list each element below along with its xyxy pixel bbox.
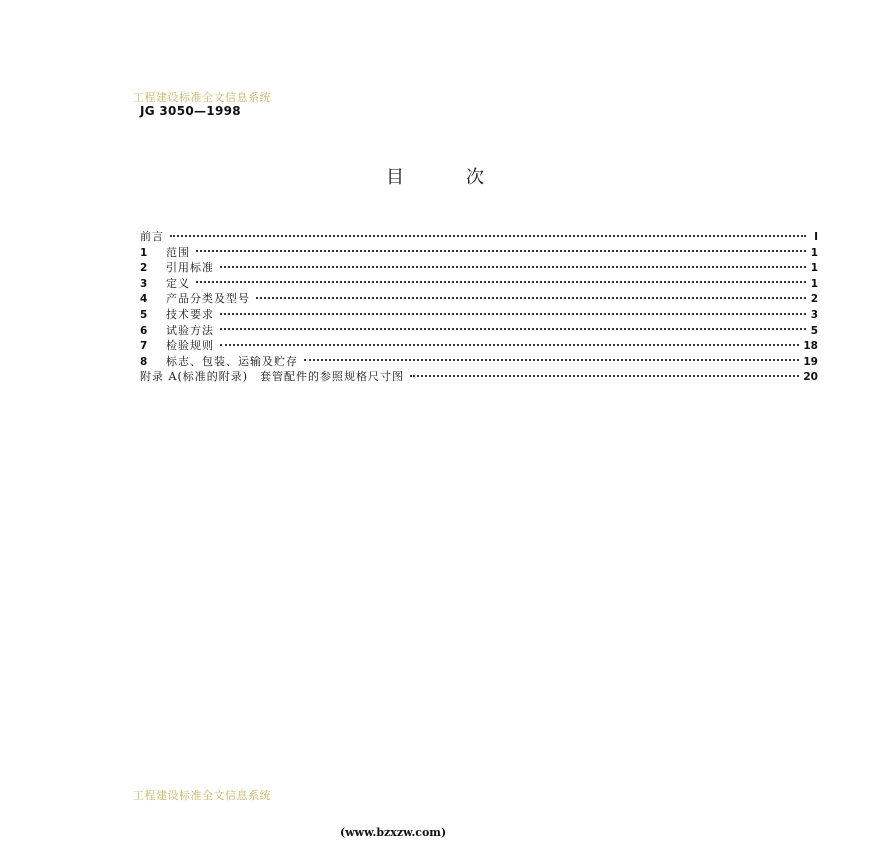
page-title-part2: 次 [466, 167, 484, 188]
watermark-top: 工程建设标准全文信息系统 [133, 91, 271, 104]
toc-page: 1 [810, 262, 818, 275]
toc-label: 范围 [166, 245, 190, 259]
toc-page: 1 [810, 277, 818, 290]
toc-number: 3 [140, 277, 148, 290]
toc-number: 1 [140, 246, 148, 259]
toc-number: 7 [140, 340, 148, 353]
toc-row[interactable] [140, 369, 818, 385]
toc-label: 定义 [166, 276, 190, 290]
toc-leader-dots [220, 313, 806, 315]
toc-leader-dots [220, 344, 799, 346]
page-title-part1: 目 [386, 167, 404, 188]
toc-row[interactable] [140, 323, 818, 339]
toc-page: 2 [810, 293, 818, 306]
toc-page: I [814, 231, 818, 243]
toc-label: 技术要求 [166, 307, 214, 321]
toc-label: 引用标准 [166, 261, 214, 275]
watermark-bottom: 工程建设标准全文信息系统 [133, 789, 271, 802]
toc-number: 4 [140, 293, 148, 306]
toc-leader-dots [410, 375, 799, 377]
toc-row[interactable] [140, 276, 818, 292]
toc-label: 产品分类及型号 [166, 292, 250, 306]
toc-page: 1 [810, 246, 818, 259]
toc-row[interactable] [140, 307, 818, 323]
toc-page: 20 [803, 371, 818, 384]
toc-page: 19 [803, 355, 818, 368]
toc-page: 5 [810, 324, 818, 337]
toc-leader-dots [256, 297, 806, 299]
toc-leader-dots [196, 281, 806, 283]
toc-page: 3 [810, 308, 818, 321]
toc-leader-dots [220, 328, 806, 330]
toc-label: 试验方法 [166, 323, 214, 337]
toc-row[interactable] [140, 260, 818, 276]
toc-label: 标志、包装、运输及贮存 [166, 354, 298, 368]
toc-row[interactable] [140, 291, 818, 307]
toc-number: 8 [140, 355, 148, 368]
page-title [0, 163, 870, 189]
toc-row[interactable] [140, 245, 818, 261]
toc-leader-dots [170, 235, 806, 237]
toc-number: 6 [140, 324, 148, 337]
toc-leader-dots [220, 266, 806, 268]
toc-label: 前言 [140, 230, 164, 243]
toc-row[interactable] [140, 354, 818, 370]
toc-page: 18 [803, 340, 818, 353]
toc-label: 检验规则 [166, 339, 214, 353]
toc-number: 2 [140, 262, 148, 275]
toc-leader-dots [196, 250, 806, 252]
toc-number: 5 [140, 308, 148, 321]
table-of-contents [140, 229, 818, 385]
toc-leader-dots [304, 359, 799, 361]
footer-url[interactable]: (www.bzxzw.com) [340, 826, 447, 839]
toc-row[interactable] [140, 338, 818, 354]
toc-label: 附录 A(标准的附录) 套管配件的参照规格尺寸图 [140, 370, 405, 384]
toc-row[interactable] [140, 229, 818, 245]
standard-code: JG 3050—1998 [140, 104, 241, 118]
